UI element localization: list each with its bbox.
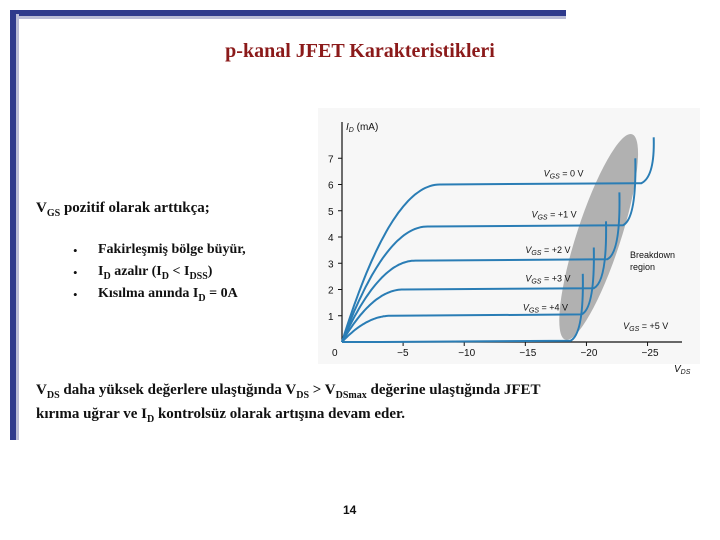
bullet-3-text: Kısılma anında $I_D = 0A$	[98, 286, 238, 304]
x-tick-label: 0	[332, 348, 338, 359]
frame-top-shadow	[18, 16, 566, 19]
slide-title: p-kanal JFET Karakteristikleri	[225, 40, 495, 62]
series-label-0: $V_{GS} = 0$ V	[543, 168, 584, 181]
x-tick-label: −20	[580, 348, 598, 359]
footer-line-1: $V_{DS}$ daha yüksek değerlere ulaştığında $V_{DS} > V_{DSmax}$ değerine ulaştığında JFET	[36, 382, 541, 401]
breakdown-label-line: region	[630, 262, 656, 272]
bullet-2-text: $I_D$ azalır $(I_D < I_{DSS})$	[98, 264, 213, 282]
frame-left-shadow	[16, 14, 19, 440]
x-axis-label: $V_{DS}$	[674, 364, 691, 376]
breakdown-label-line: Breakdown	[630, 250, 676, 260]
bullet-3-symbol: •	[73, 287, 78, 302]
y-tick-label: 3	[328, 259, 334, 271]
y-tick-label: 6	[328, 180, 334, 192]
series-label-1: $V_{GS} = +1$ V	[531, 209, 577, 222]
series-label-3: $V_{GS} = +3$ V	[525, 273, 571, 286]
series-label-2: $V_{GS} = +2$ V	[525, 244, 571, 257]
x-tick-label: −5	[397, 348, 409, 359]
bullet-2-symbol: •	[73, 265, 78, 280]
footer-line-2: kırıma uğrar ve $I_D$ kontrolsüz olarak artışına devam eder.	[36, 406, 406, 425]
bullet-1-text: Fakirleşmiş bölge büyür,	[98, 242, 246, 257]
intro-text: $V_{GS}$ pozitif olarak arttıkça;	[36, 200, 210, 219]
x-tick-label: −15	[519, 348, 537, 359]
x-tick-label: −25	[641, 348, 659, 359]
y-tick-label: 4	[328, 233, 334, 244]
y-tick-label: 7	[328, 154, 334, 166]
y-axis-label: $I_D$ (mA)	[346, 122, 379, 134]
series-label-4: $V_{GS} = +4$ V	[522, 302, 569, 315]
x-tick-label: −10	[458, 348, 476, 359]
chart-svg	[318, 108, 700, 376]
y-tick-label: 1	[328, 311, 334, 323]
y-tick-label: 2	[328, 285, 334, 297]
bullet-1-symbol: •	[73, 243, 78, 258]
y-tick-label: 5	[328, 206, 334, 218]
series-label-5: $V_{GS} = +5$ V	[623, 320, 669, 333]
page-number: 14	[343, 503, 357, 517]
jfet-characteristic-chart	[318, 108, 700, 376]
